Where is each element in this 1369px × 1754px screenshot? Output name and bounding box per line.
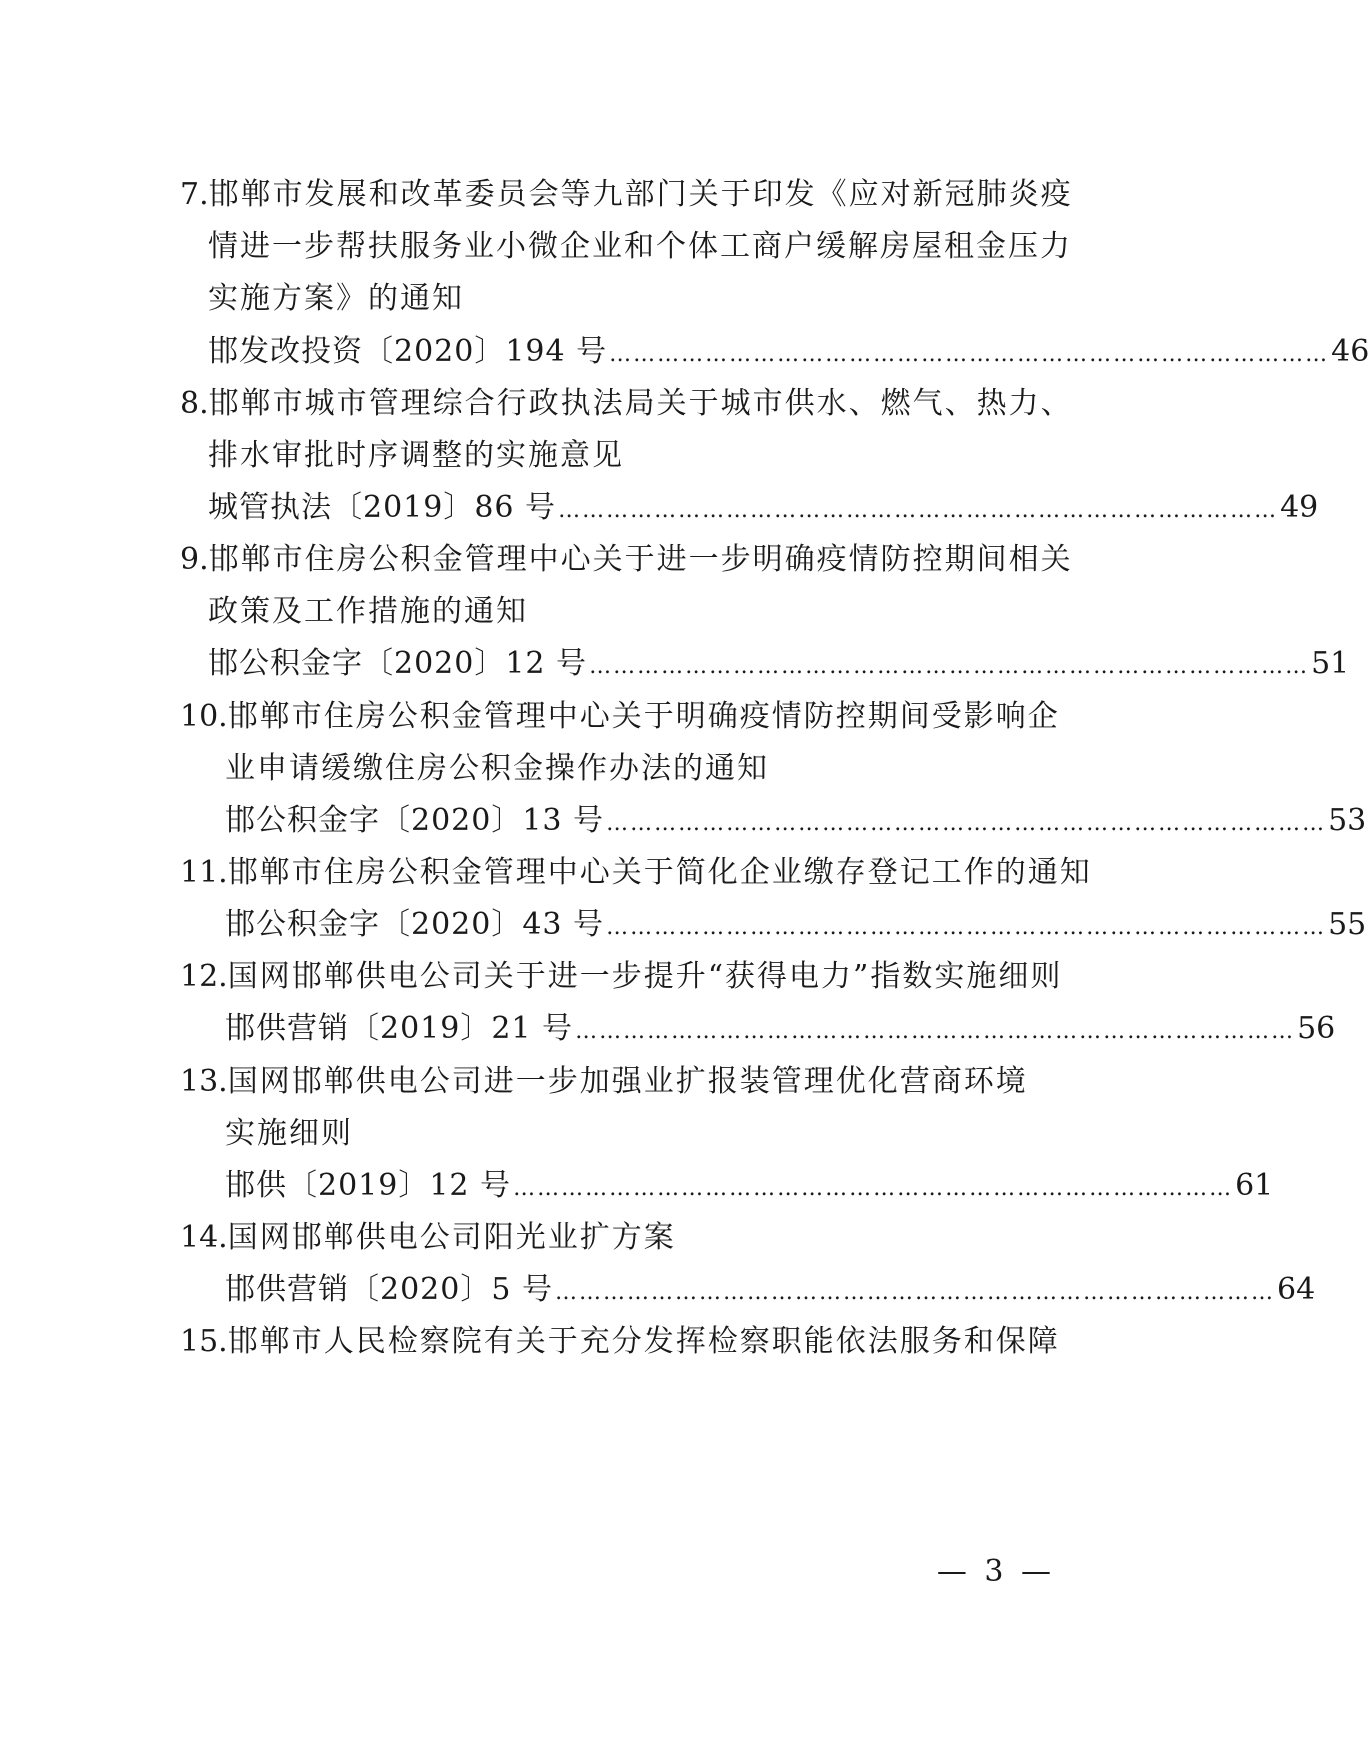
page-number: 49	[1280, 490, 1319, 525]
document-number: 邯供营销〔2020〕5 号	[225, 1272, 553, 1307]
leader-dots: ………………………………………………………………………………	[606, 915, 1327, 940]
document-number: 邯公积金字〔2020〕43 号	[225, 907, 605, 942]
toc-entry-title-line: 邯郸市人民检察院有关于充分发挥检察职能依法服务和保障	[227, 1324, 1060, 1359]
document-number: 邯供营销〔2019〕21 号	[225, 1011, 574, 1046]
toc-entry-title-line: 国网邯郸供电公司进一步加强业扩报装管理优化营商环境	[227, 1064, 1028, 1099]
toc-entry-title-line: 业申请缓缴住房公积金操作办法的通知	[225, 751, 769, 786]
page-footer-number: — 3 —	[936, 1554, 1055, 1589]
toc-entry-title	[180, 384, 1073, 424]
leader-dots: ………………………………………………………………………………	[558, 498, 1279, 523]
toc-entry-number: 11.	[180, 855, 228, 890]
document-number: 邯公积金字〔2020〕13 号	[225, 803, 605, 838]
toc-entry-reference[interactable]	[208, 332, 1369, 372]
toc-entry-reference[interactable]	[225, 1270, 1316, 1310]
toc-entry-number: 15.	[180, 1324, 228, 1359]
toc-entry-number: 7.	[180, 177, 209, 212]
toc-entry-title-line: 实施方案》的通知	[208, 281, 464, 316]
toc-entry-title-line: 排水审批时序调整的实施意见	[208, 438, 624, 473]
toc-entry-reference[interactable]	[225, 1166, 1274, 1206]
toc-entry-title	[180, 853, 1092, 893]
document-number: 城管执法〔2019〕86 号	[208, 490, 557, 525]
document-number: 邯供〔2019〕12 号	[225, 1168, 512, 1203]
toc-entry-reference[interactable]	[225, 1009, 1336, 1049]
toc-entry-title-line: 国网邯郸供电公司阳光业扩方案	[227, 1220, 676, 1255]
page-number: 56	[1297, 1011, 1336, 1046]
toc-entry-title-line: 情进一步帮扶服务业小微企业和个体工商户缓解房屋租金压力	[208, 229, 1072, 264]
document-number: 邯发改投资〔2020〕194 号	[208, 334, 608, 369]
toc-entry-number: 9.	[180, 542, 209, 577]
toc-entry-title	[180, 540, 1073, 580]
toc-entry-reference[interactable]	[225, 905, 1367, 945]
toc-entry-number: 12.	[180, 959, 228, 994]
toc-entry-title-line: 邯郸市住房公积金管理中心关于简化企业缴存登记工作的通知	[227, 855, 1092, 890]
leader-dots: ………………………………………………………………………………	[513, 1176, 1234, 1201]
document-number: 邯公积金字〔2020〕12 号	[208, 646, 588, 681]
page-number: 61	[1235, 1168, 1274, 1203]
leader-dots: ………………………………………………………………………………	[554, 1280, 1275, 1305]
toc-entry-reference[interactable]	[208, 644, 1350, 684]
page-number: 53	[1328, 803, 1367, 838]
toc-entry-title-line: 邯郸市住房公积金管理中心关于进一步明确疫情防控期间相关	[208, 542, 1073, 577]
leader-dots: ………………………………………………………………………………	[606, 811, 1327, 836]
leader-dots: ………………………………………………………………………………	[575, 1019, 1296, 1044]
toc-entry-title	[180, 957, 1062, 997]
leader-dots: ………………………………………………………………………………	[589, 654, 1310, 679]
toc-entry-title-line: 政策及工作措施的通知	[208, 594, 528, 629]
toc-entry-reference[interactable]	[208, 488, 1319, 528]
page-number: 55	[1328, 907, 1367, 942]
toc-entry-title	[180, 1322, 1060, 1362]
toc-entry-title-line: 国网邯郸供电公司关于进一步提升“获得电力”指数实施细则	[227, 959, 1063, 994]
page-number: 64	[1276, 1272, 1316, 1307]
toc-entry-title	[180, 1218, 676, 1258]
toc-entry-title-line: 实施细则	[225, 1116, 353, 1151]
toc-entry-title-line: 邯郸市住房公积金管理中心关于明确疫情防控期间受影响企	[227, 699, 1060, 734]
toc-entry-reference[interactable]	[225, 801, 1367, 841]
toc-entry-title	[180, 697, 1060, 737]
toc-entry-title	[180, 175, 1073, 215]
toc-entry-number: 14.	[180, 1220, 228, 1255]
toc-entry-number: 10.	[180, 699, 228, 734]
page-number: 46	[1331, 334, 1369, 369]
leader-dots: ………………………………………………………………………………	[609, 342, 1330, 367]
page-number: 51	[1311, 646, 1350, 681]
toc-entry-title-line: 邯郸市城市管理综合行政执法局关于城市供水、燃气、热力、	[208, 386, 1073, 421]
toc-entry-title-line: 邯郸市发展和改革委员会等九部门关于印发《应对新冠肺炎疫	[208, 177, 1073, 212]
toc-entry-number: 13.	[180, 1064, 228, 1099]
toc-entry-number: 8.	[180, 386, 209, 421]
toc-entry-title	[180, 1062, 1028, 1102]
